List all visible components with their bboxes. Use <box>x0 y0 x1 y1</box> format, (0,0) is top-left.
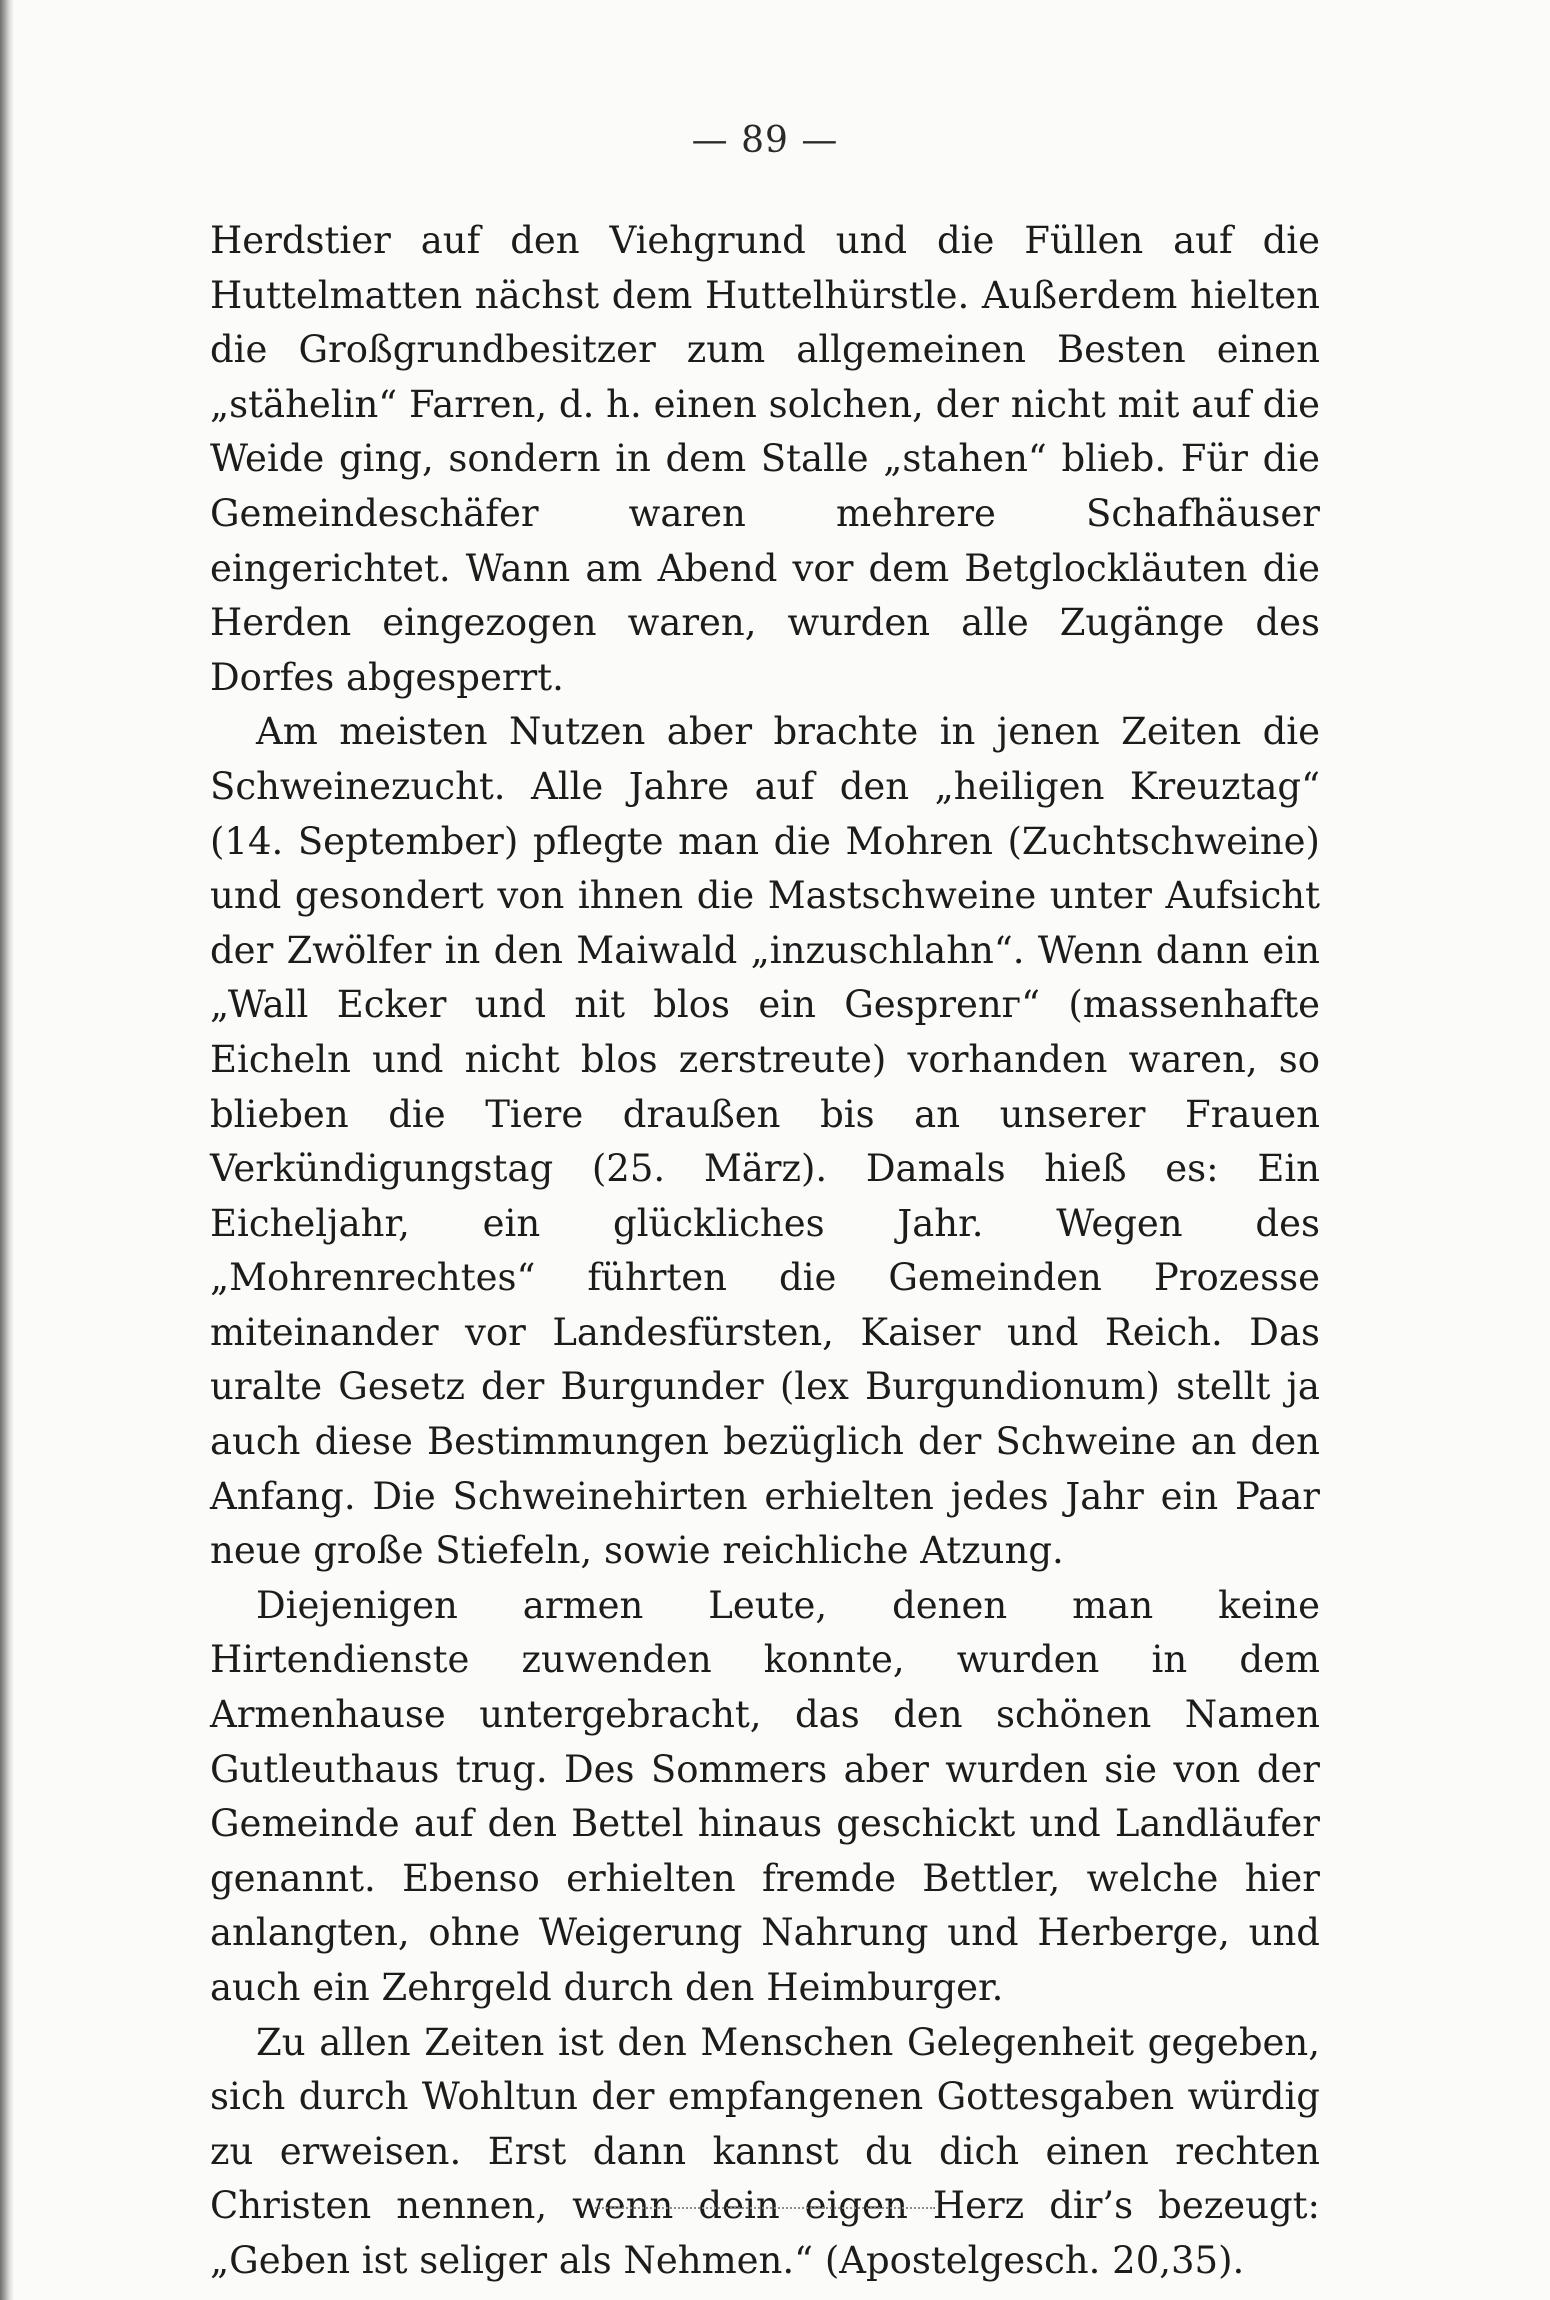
paragraph-3: Diejenigen armen Leute, denen man keine Hirtendienste zuwenden konnte, wurden in dem Armenhause untergebracht, das den schönen Namen Gutleuthaus trug. Des Sommers aber wurden sie von der Gemeinde auf den Bettel hinaus geschickt und Landläufer genannt. Ebenso erhielten fremde Bettler, welche hier anlangten, ohne Weigerung Nahrung und Herberge, und auch ein Zehrgeld durch den Heimburger. <box>210 1583 1320 2009</box>
paragraph-2: Am meisten Nutzen aber brachte in jenen Zeiten die Schweinezucht. Alle Jahre auf den „heiligen Kreuztag“ (14. September) pflegte man die Mohren (Zuchtschweine) und gesondert von ihnen die Mastschweine unter Aufsicht der Zwölfer in den Maiwald „inzuschlahn“. Wenn dann ein „Wall Ecker und nit blos ein Gesprenг“ (massenhafte Eicheln und nicht blos zerstreute) vorhanden waren, so blieben die Tiere draußen bis an unserer Frauen Verkündigungstag (25. März). Damals hieß es: Ein Eicheljahr, ein glückliches Jahr. Wegen des „Mohrenrechtes“ führten die Gemeinden Prozesse miteinander vor Landesfürsten, Kaiser und Reich. Das uralte Gesetz der Burgunder (lex Burgundionum) stellt ja auch diese Bestimmungen bezüglich der Schweine an den Anfang. Die Schweinehirten erhielten jedes Jahr ein Paar neue große Stiefeln, sowie reichliche Atzung. <box>210 710 1320 1573</box>
paragraph-4: Zu allen Zeiten ist den Menschen Gelegenheit gegeben, sich durch Wohltun der empfangenen Gottesgaben würdig zu erweisen. Erst dann kannst du dich einen rechten Christen nennen, wenn dein eigen Herz dir’s bezeugt: „Geben ist seliger als Nehmen.“ (Apostelgesch. 20,35). <box>210 2020 1320 2282</box>
paragraph-1: Herdstier auf den Viehgrund und die Füllen auf die Huttelmatten nächst dem Huttelhürstle. Außerdem hielten die Großgrundbesitzer zum allgemeinen Besten einen „stähelin“ Farren, d. h. einen solchen, der nicht mit auf die Weide ging, sondern in dem Stalle „stahen“ blieb. Für die Gemeindeschäfer waren mehrere Schafhäuser eingerichtet. Wann am Abend vor dem Betglockläuten die Herden eingezogen waren, wurden alle Zugänge des Dorfes abgesperrt. <box>210 219 1320 699</box>
body-text <box>210 214 1320 2289</box>
book-page <box>210 120 1320 2289</box>
end-divider <box>595 2207 935 2209</box>
page-number: — 89 — <box>691 120 839 161</box>
page-binding-edge <box>0 0 14 2300</box>
